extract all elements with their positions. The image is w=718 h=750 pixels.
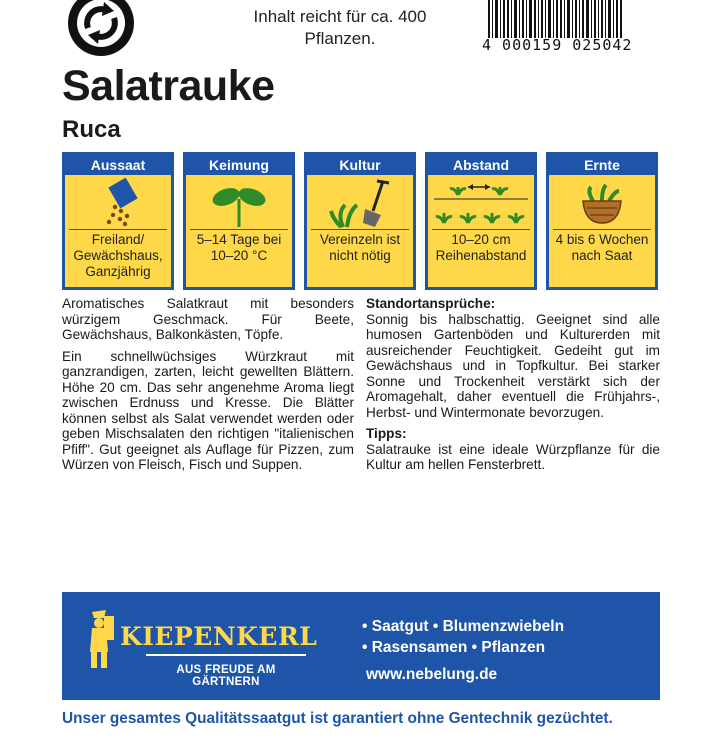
content-note: Inhalt reicht für ca. 400 Pflanzen.	[253, 7, 427, 48]
info-box-divider	[69, 229, 167, 230]
location-text: Sonnig bis halbschattig. Geeignet sind alle humosen Gartenböden und Kulturerden mit ausreichender Feuchtigkeit. Gedeiht gut im Gewächshaus und in Topfkultur. Bei starker Sonne und Trockenheit verstärkt sich der Aromagehalt, daher eventuell die Frühjahrs-, Herbst- und Wintermonate bevorzugen.	[366, 311, 660, 420]
product-subtitle: Ruca	[62, 116, 121, 143]
barcode-number: 4 000159 025042	[482, 36, 633, 54]
info-box-heading: Keimung	[209, 157, 269, 173]
brand-tagline: AUS FREUDE AM GÄRTNERN	[176, 664, 276, 688]
product-range	[362, 616, 564, 658]
info-box-keimung	[183, 152, 295, 290]
brand-name: KIEPENKERL	[120, 622, 318, 651]
info-box-divider	[432, 229, 530, 230]
tips-text: Salatrauke ist eine ideale Würzpflanze für die Kultur am hellen Fensterbrett.	[366, 441, 660, 472]
info-box-text: 5–14 Tage bei 10–20 °C	[196, 232, 282, 263]
info-box-ernte	[546, 152, 658, 290]
info-box-divider	[190, 229, 288, 230]
description-body: Ein schnellwüchsiges Würzkraut mit ganzrandigen, zarten, leicht gewellten Blättern. Höhe 20 cm. Das sehr angenehme Aroma liegt zwischen Erdnuss und Kresse. Die Blätter können selbst als Salat verwendet werden oder geben Mischsalaten den richtigen "italienischen Pfiff". Gut geeignet als Auflage für Pizzen, zum Würzen von Fleisch, Fisch und Suppen.	[62, 348, 354, 472]
packet-top-strip	[0, 0, 718, 60]
location-heading: Standortansprüche:	[366, 296, 496, 311]
brand-banner	[62, 592, 660, 700]
website-link[interactable]: www.nebelung.de	[366, 666, 498, 683]
row-spacing-icon	[428, 175, 534, 229]
brand-divider	[146, 654, 306, 656]
growing-info-column	[366, 296, 660, 479]
info-box-divider	[553, 229, 651, 230]
gmo-free-guarantee: Unser gesamtes Qualitätssaatgut ist garantiert ohne Gentechnik gezüchtet.	[62, 710, 613, 727]
recycle-arrows-icon	[66, 0, 136, 58]
description-column	[62, 296, 354, 479]
basket-carrier-logo-icon	[82, 608, 116, 670]
info-box-text: Freiland/ Gewächshaus, Ganzjährig	[73, 232, 163, 279]
product-range-line: • Saatgut • Blumenzwiebeln	[362, 618, 565, 635]
info-boxes	[62, 152, 660, 290]
barcode-bars	[488, 0, 648, 38]
product-range-line: • Rasensamen • Pflanzen	[362, 639, 546, 656]
info-box-body	[307, 175, 413, 287]
harvest-basket-icon	[549, 175, 655, 229]
info-box-heading: Abstand	[453, 157, 509, 173]
product-title: Salatrauke	[62, 62, 275, 110]
info-box-abstand	[425, 152, 537, 290]
info-box-heading: Aussaat	[90, 157, 146, 173]
info-box-aussaat	[62, 152, 174, 290]
info-box-text: 4 bis 6 Wochen nach Saat	[555, 232, 649, 263]
spade-plant-icon	[307, 175, 413, 229]
seedling-icon	[186, 175, 292, 229]
seed-packet-icon	[65, 175, 171, 229]
tips-heading: Tipps:	[366, 426, 407, 441]
info-box-body	[549, 175, 655, 287]
info-box-heading: Kultur	[339, 157, 381, 173]
info-box-body	[186, 175, 292, 287]
info-box-body	[65, 175, 171, 287]
info-box-text: 10–20 cm Reihenabstand	[435, 232, 527, 263]
info-box-heading: Ernte	[584, 157, 620, 173]
info-box-text: Vereinzeln ist nicht nötig	[319, 232, 401, 263]
info-box-body	[428, 175, 534, 287]
description-intro: Aromatisches Salatkraut mit besonders würzigem Geschmack. Für Beete, Gewächshaus, Balkonkästen, Töpfe.	[62, 296, 354, 342]
barcode	[482, 0, 652, 56]
info-box-divider	[311, 229, 409, 230]
info-box-kultur	[304, 152, 416, 290]
